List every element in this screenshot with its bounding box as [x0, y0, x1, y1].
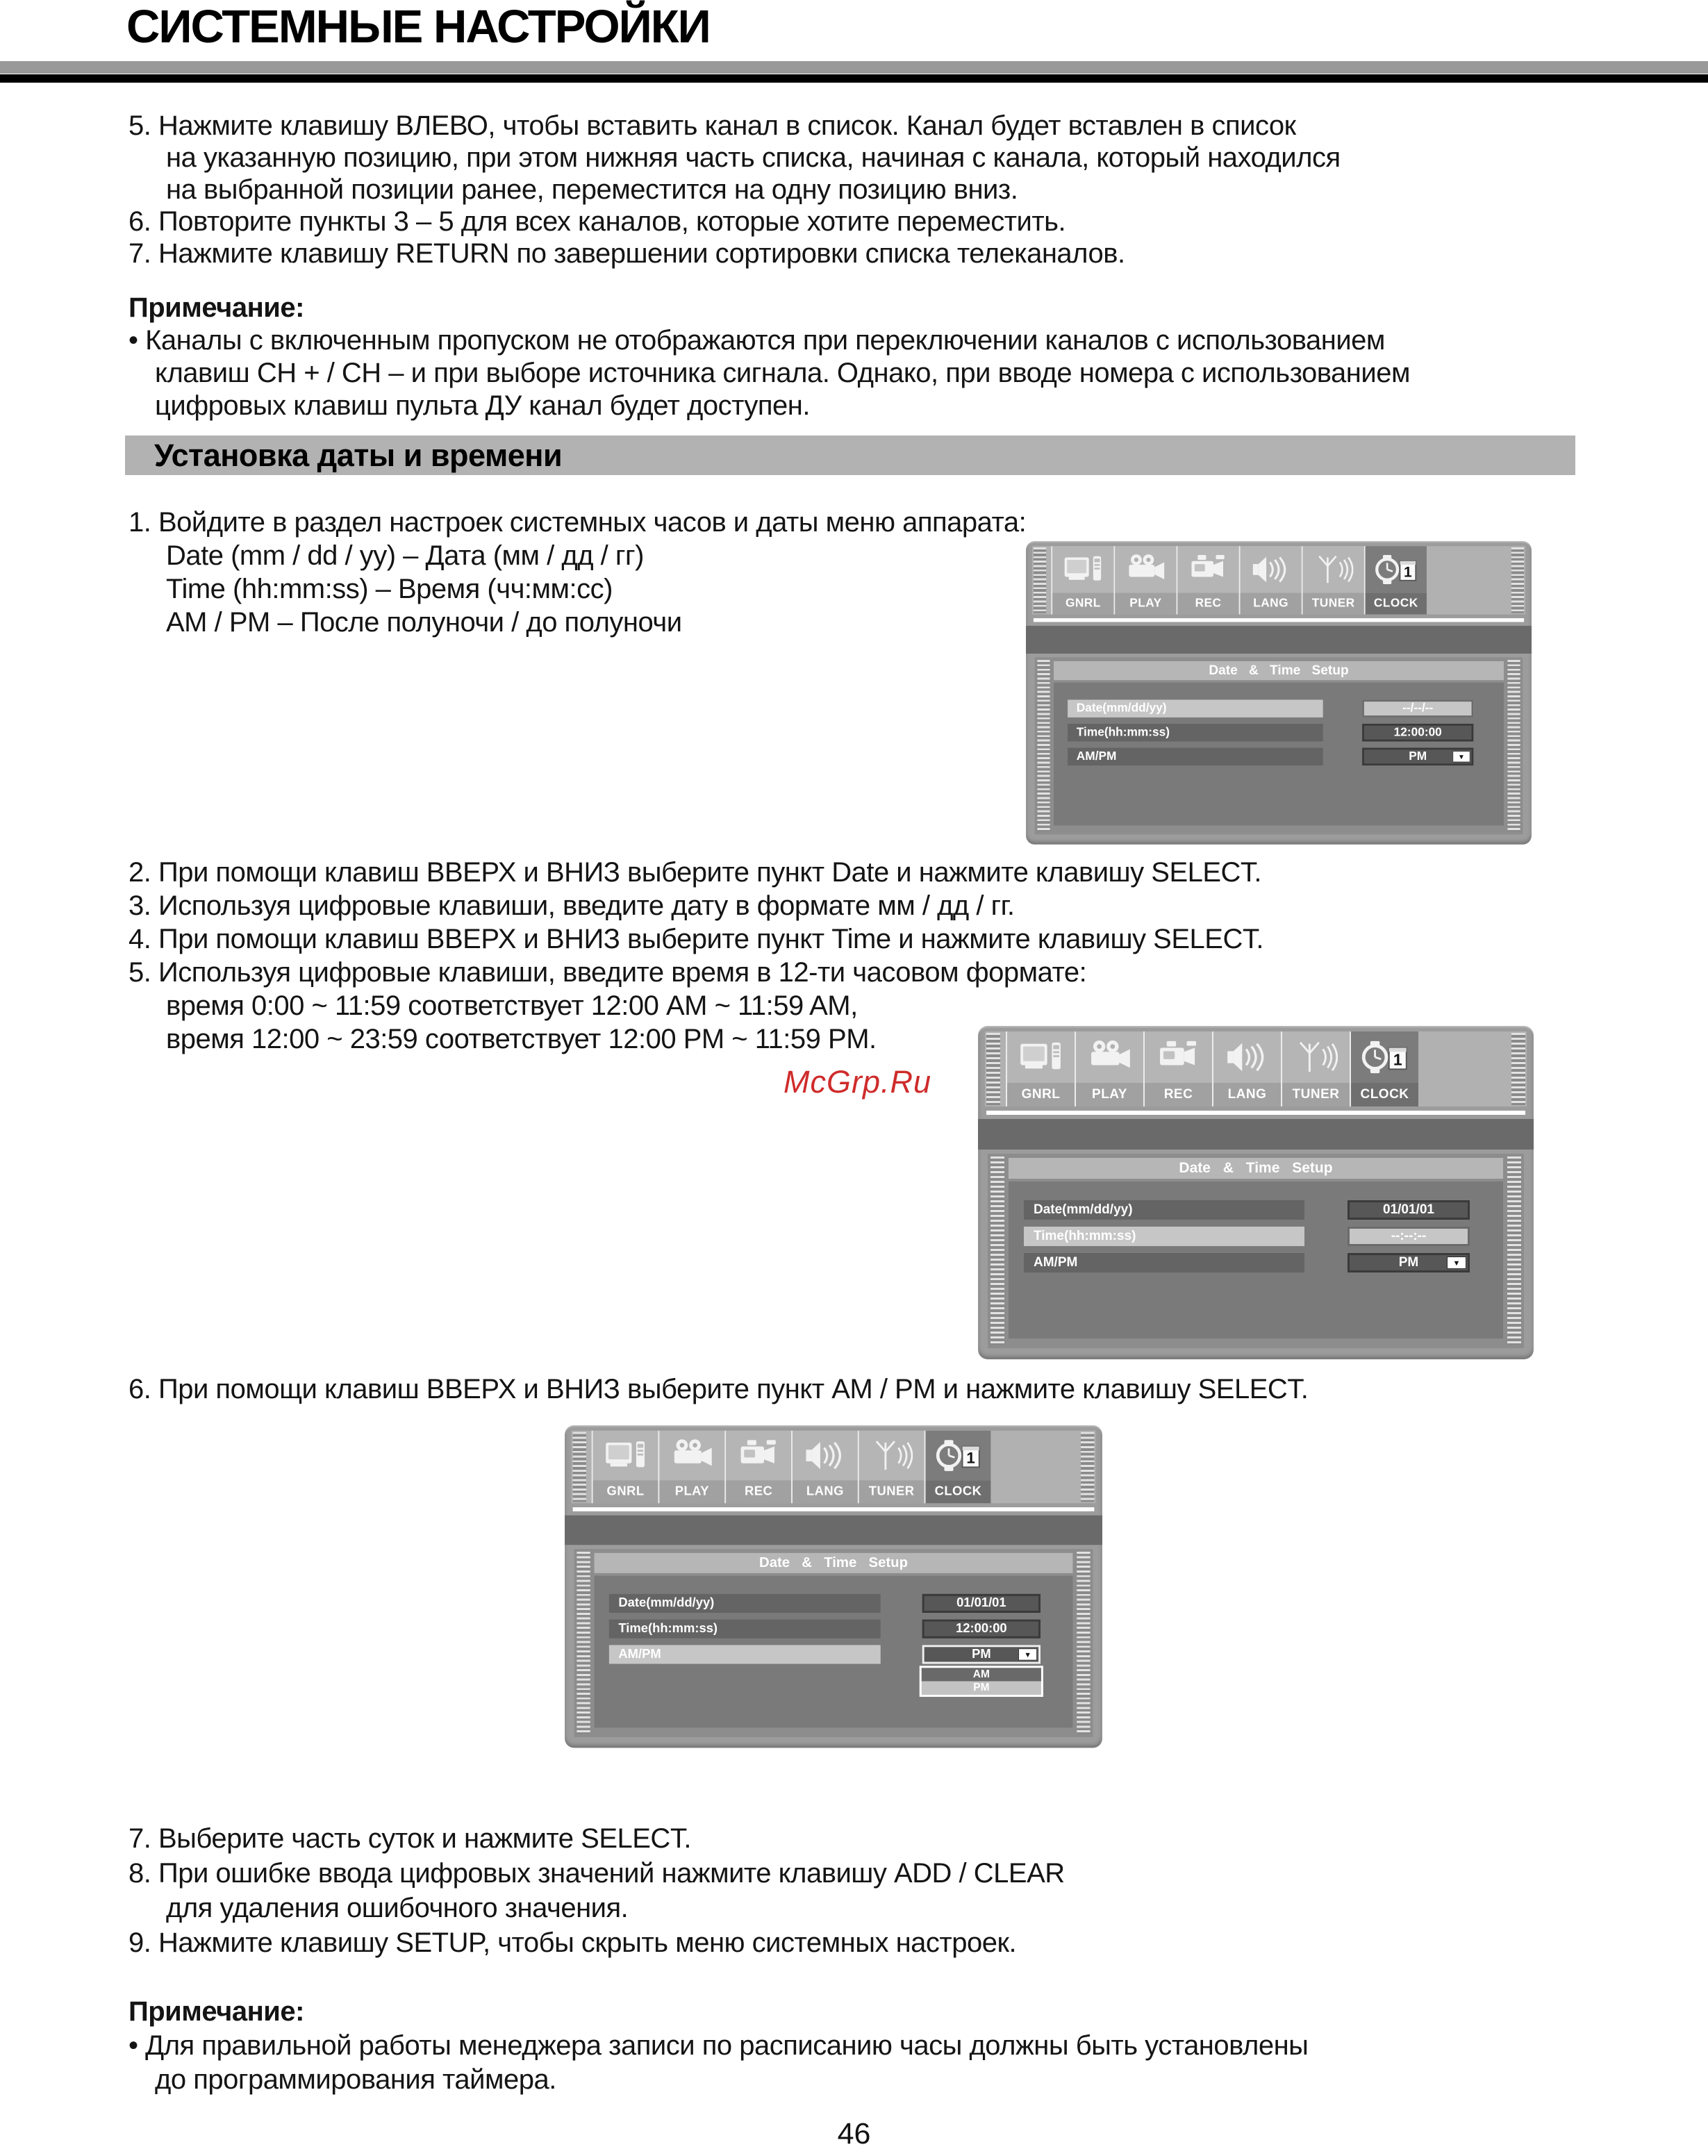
date-value: 01/01/01 [1383, 1202, 1434, 1217]
film-strip-right-icon [1507, 1156, 1521, 1345]
header-rule-black [0, 74, 1708, 83]
date-value: --/--/-- [1402, 702, 1434, 715]
tab-label: PLAY [659, 1480, 724, 1503]
ampm-dropdown-list [920, 1666, 1043, 1697]
osd-dark-band [565, 1516, 1102, 1545]
instruction-line: 8. При ошибке ввода цифровых значений нажмите клавишу ADD / CLEAR [128, 1858, 1065, 1889]
tab-label: REC [726, 1480, 791, 1503]
date-label[interactable]: Date(mm/dd/yy) [1024, 1200, 1304, 1220]
tab-gnrl[interactable] [592, 1431, 658, 1503]
tab-clock[interactable] [1350, 1031, 1418, 1106]
osd-panel-title: Date & Time Setup [1054, 661, 1504, 680]
ampm-label[interactable]: AM/PM [609, 1645, 881, 1664]
note-heading: Примечание: [128, 1996, 304, 2027]
osd-screenshot-date-selected [1026, 541, 1532, 845]
menu-divider [986, 1111, 1525, 1115]
channel-sort-steps [128, 110, 1341, 270]
time-value: 12:00:00 [956, 1621, 1007, 1636]
osd-tabs [1051, 546, 1427, 614]
ampm-select[interactable] [922, 1645, 1040, 1664]
film-strip-right-icon [1511, 547, 1524, 613]
date-label[interactable]: Date(mm/dd/yy) [1068, 699, 1323, 717]
camcorder-icon [726, 1431, 791, 1481]
note-line: • Каналы с включенным пропуском не отображаются при переключении каналов с использованием [128, 325, 1385, 356]
clock-calendar-icon [926, 1431, 991, 1481]
date-row [595, 1594, 1073, 1613]
osd-form [1054, 683, 1504, 826]
note-line: • Для правильной работы менеджера записи по расписанию часы должны быть установлены [128, 2030, 1309, 2061]
tab-label: PLAY [1076, 1083, 1143, 1106]
tab-label: LANG [1240, 593, 1301, 615]
tab-label: LANG [793, 1480, 858, 1503]
instruction-line: время 0:00 ~ 11:59 соответствует 12:00 AM ~ 11:59 AM, [166, 990, 858, 1021]
film-strip-right-icon [1077, 1552, 1090, 1734]
instruction-line: на выбранной позиции ранее, переместится на одну позицию вниз. [166, 174, 1018, 205]
tab-tuner[interactable] [1302, 546, 1364, 614]
ampm-row [1009, 1253, 1503, 1272]
film-strip-right-icon [1081, 1432, 1094, 1502]
film-strip-left-icon [573, 1432, 586, 1502]
osd-panel [988, 1154, 1524, 1348]
film-strip-left-icon [577, 1552, 590, 1734]
date-value-field[interactable] [1348, 1200, 1470, 1220]
tab-rec[interactable] [1177, 546, 1239, 614]
time-label[interactable]: Time(hh:mm:ss) [1068, 724, 1323, 741]
film-strip-right-icon [1507, 660, 1520, 832]
ampm-select[interactable] [1362, 748, 1473, 765]
date-row [1009, 1200, 1503, 1220]
projector-icon [659, 1431, 724, 1481]
date-value-field[interactable] [1362, 699, 1473, 717]
clock-setup-step-6 [128, 1374, 1308, 1405]
tv-remote-icon [593, 1431, 658, 1481]
ampm-value: PM [1398, 1255, 1419, 1270]
note-line: до программирования таймера. [155, 2064, 556, 2095]
page-number: 46 [837, 2117, 871, 2150]
instruction-line: 4. При помощи клавиш ВВЕРХ и ВНИЗ выберите пункт Time и нажмите клавишу SELECT. [128, 924, 1263, 954]
ampm-value: PM [1409, 749, 1427, 763]
tab-play[interactable] [1113, 546, 1176, 614]
clock-setup-step-1 [128, 506, 1026, 639]
tab-rec[interactable] [724, 1431, 791, 1503]
instruction-line: 2. При помощи клавиш ВВЕРХ и ВНИЗ выберите пункт Date и нажмите клавишу SELECT. [128, 857, 1262, 888]
svg-text:1: 1 [965, 1449, 975, 1467]
tab-label: GNRL [1007, 1083, 1075, 1106]
note-heading: Примечание: [128, 292, 304, 323]
speaker-icon [793, 1431, 858, 1481]
osd-dark-band [978, 1119, 1534, 1150]
osd-panel [574, 1549, 1093, 1737]
tab-gnrl[interactable] [1006, 1031, 1075, 1106]
tv-remote-icon [1007, 1031, 1075, 1083]
tab-play[interactable] [658, 1431, 724, 1503]
ampm-select[interactable] [1348, 1253, 1470, 1272]
dropdown-option-am[interactable]: AM [922, 1668, 1041, 1681]
tab-label: CLOCK [1351, 1083, 1418, 1106]
antenna-icon [1282, 1031, 1350, 1083]
time-row [1054, 724, 1504, 741]
instruction-line: 5. Используя цифровые клавиши, введите время в 12-ти часовом формате: [128, 957, 1087, 988]
ampm-label[interactable]: AM/PM [1024, 1253, 1304, 1272]
instruction-line: 6. При помощи клавиш ВВЕРХ и ВНИЗ выберите пункт AM / PM и нажмите клавишу SELECT. [128, 1374, 1309, 1404]
tab-label: CLOCK [1366, 593, 1427, 615]
speaker-icon [1240, 546, 1301, 592]
dropdown-option-pm[interactable]: PM [922, 1682, 1041, 1695]
osd-menu-bar [985, 1031, 1527, 1106]
speaker-icon [1213, 1031, 1281, 1083]
tab-label: TUNER [859, 1480, 925, 1503]
dropdown-arrow-icon[interactable]: ▼ [1447, 1257, 1466, 1269]
time-value-field[interactable] [1348, 1227, 1470, 1246]
antenna-icon [1303, 546, 1364, 592]
menu-divider [573, 1507, 1095, 1511]
camcorder-icon [1177, 546, 1238, 592]
projector-icon [1115, 546, 1176, 592]
instruction-line: 7. Нажмите клавишу RETURN по завершении сортировки списка телеканалов. [128, 238, 1125, 269]
time-value-field[interactable] [1362, 724, 1473, 741]
note-block [128, 292, 1410, 422]
instruction-line: время 12:00 ~ 23:59 соответствует 12:00 PM ~ 11:59 PM. [166, 1024, 877, 1054]
tab-label: TUNER [1282, 1083, 1350, 1106]
tab-label: GNRL [593, 1480, 658, 1503]
instruction-line: для удаления ошибочного значения. [166, 1893, 629, 1923]
menu-divider [1034, 618, 1524, 622]
tab-label: PLAY [1115, 593, 1176, 615]
instruction-line: 3. Используя цифровые клавиши, введите дату в формате мм / дд / гг. [128, 890, 1015, 921]
osd-tabs [592, 1431, 991, 1503]
time-label[interactable]: Time(hh:mm:ss) [1024, 1227, 1304, 1246]
tab-tuner[interactable] [858, 1431, 925, 1503]
instruction-line: 5. Нажмите клавишу ВЛЕВО, чтобы вставить канал в список. Канал будет вставлен в список [128, 110, 1296, 141]
tv-remote-icon [1052, 546, 1113, 592]
section-header [125, 436, 1575, 475]
instruction-line: Time (hh:mm:ss) – Время (чч:мм:сс) [166, 574, 613, 604]
instruction-line: 6. Повторите пункты 3 – 5 для всех каналов, которые хотите переместить. [128, 206, 1066, 237]
tab-label: REC [1177, 593, 1238, 615]
time-value: 12:00:00 [1393, 725, 1442, 739]
osd-dark-band [1026, 626, 1532, 654]
film-strip-left-icon [1034, 547, 1046, 613]
tab-label: TUNER [1303, 593, 1364, 615]
projector-icon [1076, 1031, 1143, 1083]
note-block [128, 1995, 1308, 2097]
film-strip-right-icon [1511, 1033, 1525, 1105]
svg-text:1: 1 [1393, 1050, 1402, 1069]
instruction-line: 9. Нажмите клавишу SETUP, чтобы скрыть меню системных настроек. [128, 1927, 1017, 1958]
note-line: цифровых клавиш пульта ДУ канал будет доступен. [155, 390, 811, 421]
time-row [1009, 1227, 1503, 1246]
tab-play[interactable] [1075, 1031, 1143, 1106]
film-strip-left-icon [990, 1156, 1004, 1345]
svg-text:1: 1 [1403, 564, 1412, 581]
time-value: --:--:-- [1391, 1229, 1427, 1243]
page-title: СИСТЕМНЫЕ НАСТРОЙКИ [126, 1, 710, 53]
tab-label: REC [1145, 1083, 1212, 1106]
date-value-field[interactable] [922, 1594, 1040, 1613]
section-header-text: Установка даты и времени [154, 438, 563, 473]
header-rule-gray [0, 61, 1708, 74]
date-label[interactable]: Date(mm/dd/yy) [609, 1594, 881, 1613]
clock-setup-steps-7-9 [128, 1821, 1065, 1960]
tab-clock[interactable] [1364, 546, 1427, 614]
tab-tuner[interactable] [1281, 1031, 1350, 1106]
tab-lang[interactable] [1212, 1031, 1281, 1106]
tab-clock[interactable] [925, 1431, 991, 1503]
osd-panel-title: Date & Time Setup [595, 1553, 1073, 1573]
instruction-line: 1. Войдите в раздел настроек системных часов и даты меню аппарата: [128, 507, 1027, 538]
time-label[interactable]: Time(hh:mm:ss) [609, 1620, 881, 1639]
osd-screenshot-ampm-dropdown [565, 1425, 1102, 1748]
ampm-value: PM [972, 1647, 991, 1661]
instruction-line: на указанную позицию, при этом нижняя часть списка, начиная с канала, который находился [166, 142, 1341, 173]
tab-label: LANG [1213, 1083, 1281, 1106]
dropdown-arrow-icon[interactable]: ▼ [1452, 751, 1470, 762]
tab-rec[interactable] [1143, 1031, 1212, 1106]
tab-lang[interactable] [791, 1431, 858, 1503]
osd-menu-bar [572, 1431, 1096, 1503]
osd-form [1009, 1181, 1503, 1338]
osd-screenshot-time-selected [978, 1026, 1534, 1359]
osd-panel-title: Date & Time Setup [1009, 1158, 1503, 1179]
tab-gnrl[interactable] [1051, 546, 1113, 614]
time-value-field[interactable] [922, 1620, 1040, 1639]
dropdown-arrow-icon[interactable]: ▼ [1018, 1648, 1037, 1660]
ampm-row [595, 1645, 1073, 1664]
date-value: 01/01/01 [956, 1595, 1006, 1611]
camcorder-icon [1145, 1031, 1212, 1083]
instruction-line: AM / PM – После полуночи / до полуночи [166, 607, 682, 638]
note-line: клавиш CH + / CH – и при выборе источника сигнала. Однако, при вводе номера с использованием [155, 358, 1410, 388]
antenna-icon [859, 1431, 925, 1481]
ampm-row [1054, 748, 1504, 765]
site-watermark: McGrp.Ru [783, 1064, 932, 1100]
instruction-line: Date (mm / dd / yy) – Дата (мм / дд / гг) [166, 540, 644, 571]
osd-panel [1035, 657, 1523, 834]
instruction-line: 7. Выберите часть суток и нажмите SELECT. [128, 1823, 691, 1854]
ampm-label[interactable]: AM/PM [1068, 748, 1323, 765]
clock-calendar-icon [1351, 1031, 1418, 1083]
tab-label: CLOCK [926, 1480, 991, 1503]
tab-label: GNRL [1052, 593, 1113, 615]
osd-tabs [1006, 1031, 1418, 1106]
osd-menu-bar [1032, 546, 1525, 614]
film-strip-left-icon [1037, 660, 1050, 832]
tab-lang[interactable] [1239, 546, 1302, 614]
clock-calendar-icon [1366, 546, 1427, 592]
osd-form [595, 1576, 1073, 1728]
date-row [1054, 699, 1504, 717]
film-strip-left-icon [986, 1033, 1000, 1105]
time-row [595, 1620, 1073, 1639]
